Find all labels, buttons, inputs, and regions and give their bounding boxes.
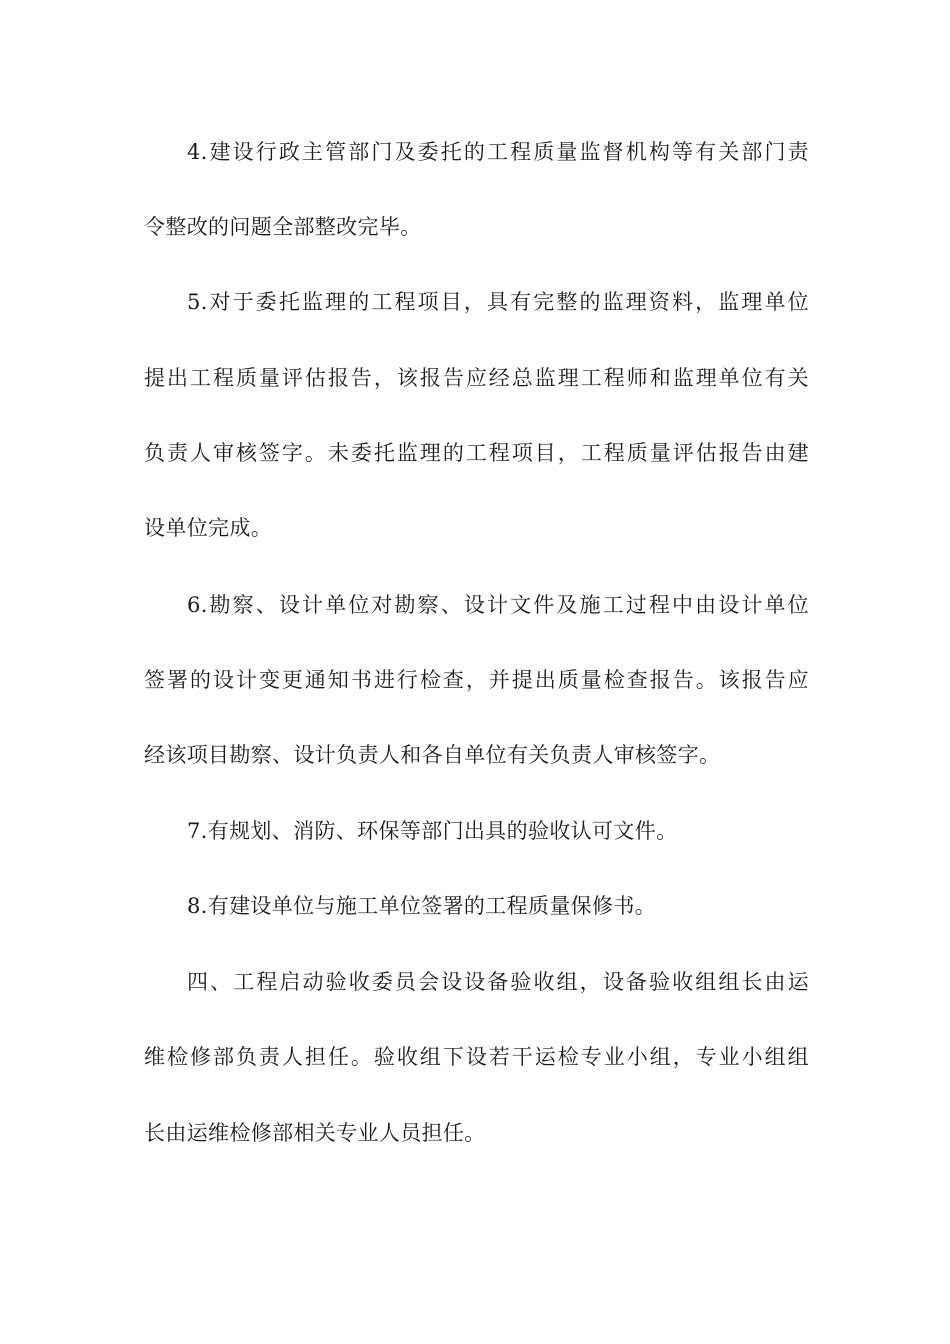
paragraph-line: 5.对于委托监理的工程项目，具有完整的监理资料，监理单位 bbox=[187, 290, 809, 314]
paragraph-line: 维检修部负责人担任。验收组下设若干运检专业小组，专业小组组 bbox=[144, 1045, 809, 1069]
paragraph-line: 四、工程启动验收委员会设设备验收组，设备验收组组长由运 bbox=[187, 970, 809, 994]
paragraph-line: 经该项目勘察、设计负责人和各自单位有关负责人审核签字。 bbox=[144, 743, 721, 767]
paragraph-line: 设单位完成。 bbox=[144, 516, 273, 540]
paragraph-line: 提出工程质量评估报告，该报告应经总监理工程师和监理单位有关 bbox=[144, 366, 809, 390]
paragraph-line: 令整改的问题全部整改完毕。 bbox=[144, 215, 422, 239]
paragraph-line: 8.有建设单位与施工单位签署的工程质量保修书。 bbox=[187, 894, 657, 918]
paragraph-line: 7.有规划、消防、环保等部门出具的验收认可文件。 bbox=[187, 819, 678, 843]
paragraph-line: 长由运维检修部相关专业人员担任。 bbox=[144, 1121, 486, 1145]
paragraph-line: 签署的设计变更通知书进行检查，并提出质量检查报告。该报告应 bbox=[144, 668, 809, 692]
paragraph-line: 6.勘察、设计单位对勘察、设计文件及施工过程中由设计单位 bbox=[187, 593, 809, 617]
paragraph-line: 负责人审核签字。未委托监理的工程项目，工程质量评估报告由建 bbox=[144, 441, 809, 465]
paragraph-line: 4.建设行政主管部门及委托的工程质量监督机构等有关部门责 bbox=[187, 140, 809, 164]
